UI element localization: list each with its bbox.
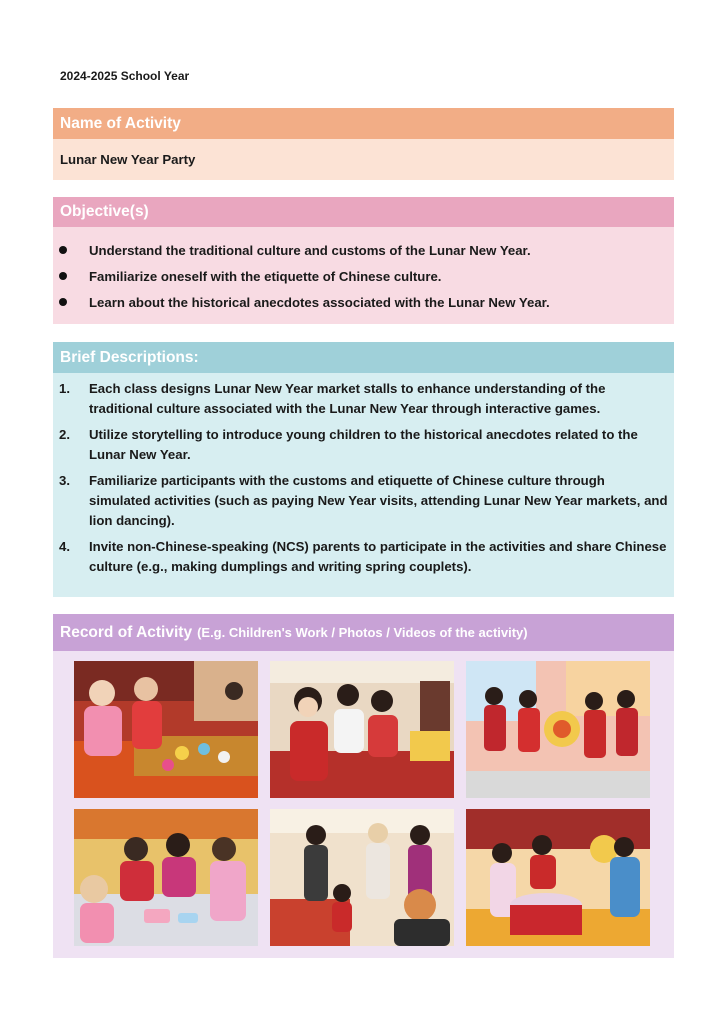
description-number: 3. (59, 473, 70, 488)
activity-photo-lucky-drum (466, 809, 650, 946)
activity-photo-market-stall (74, 661, 258, 798)
bullet-icon (59, 272, 67, 280)
objective-text: Learn about the historical anecdotes associated with the Lunar New Year. (89, 294, 550, 310)
objectives-header: Objective(s) (53, 197, 674, 227)
bullet-icon (59, 246, 67, 254)
objective-item (53, 263, 674, 289)
description-text: Invite non-Chinese-speaking (NCS) parents to participate in the activities and share Chinese culture (e.g., making dumplings and writing spring couplets). (89, 539, 667, 574)
description-item (53, 379, 674, 419)
objective-text: Understand the traditional culture and customs of the Lunar New Year. (89, 242, 531, 258)
record-of-activity-section (53, 614, 674, 958)
description-item (53, 471, 674, 531)
activity-photo-red-envelopes (270, 661, 454, 798)
descriptions-list (53, 373, 674, 597)
photo-gallery (53, 651, 674, 958)
objectives-section (53, 197, 674, 324)
name-of-activity-header: Name of Activity (53, 108, 674, 139)
activity-photo-crafts (74, 809, 258, 946)
description-text: Each class designs Lunar New Year market stalls to enhance understanding of the traditional culture associated with the Lunar New Year through interactive games. (89, 381, 606, 416)
record-of-activity-header (53, 614, 674, 651)
activity-name-value (53, 139, 674, 180)
objective-text: Familiarize oneself with the etiquette of Chinese culture. (89, 268, 442, 284)
record-header-subtitle: (E.g. Children's Work / Photos / Videos of the activity) (197, 625, 528, 640)
description-number: 2. (59, 427, 70, 442)
activity-name-text: Lunar New Year Party (60, 152, 196, 167)
description-item (53, 425, 674, 465)
activity-photo-lion-dance (466, 661, 650, 798)
description-number: 4. (59, 539, 70, 554)
objective-item (53, 289, 674, 315)
description-text: Utilize storytelling to introduce young children to the historical anecdotes related to the Lunar New Year. (89, 427, 638, 462)
brief-descriptions-section (53, 342, 674, 597)
description-number: 1. (59, 381, 70, 396)
record-header-title: Record of Activity (60, 623, 193, 641)
school-year-label: 2024-2025 School Year (60, 69, 190, 83)
bullet-icon (59, 298, 67, 306)
brief-descriptions-header: Brief Descriptions: (53, 342, 674, 373)
objectives-list (53, 227, 674, 324)
objective-item (53, 237, 674, 263)
activity-photo-parent-activity (270, 809, 454, 946)
description-text: Familiarize participants with the customs and etiquette of Chinese culture through simulated activities (such as paying New Year visits, attending Lunar New Year markets, and lion dancing). (89, 473, 668, 528)
description-item (53, 537, 674, 577)
name-of-activity-section (53, 108, 674, 180)
